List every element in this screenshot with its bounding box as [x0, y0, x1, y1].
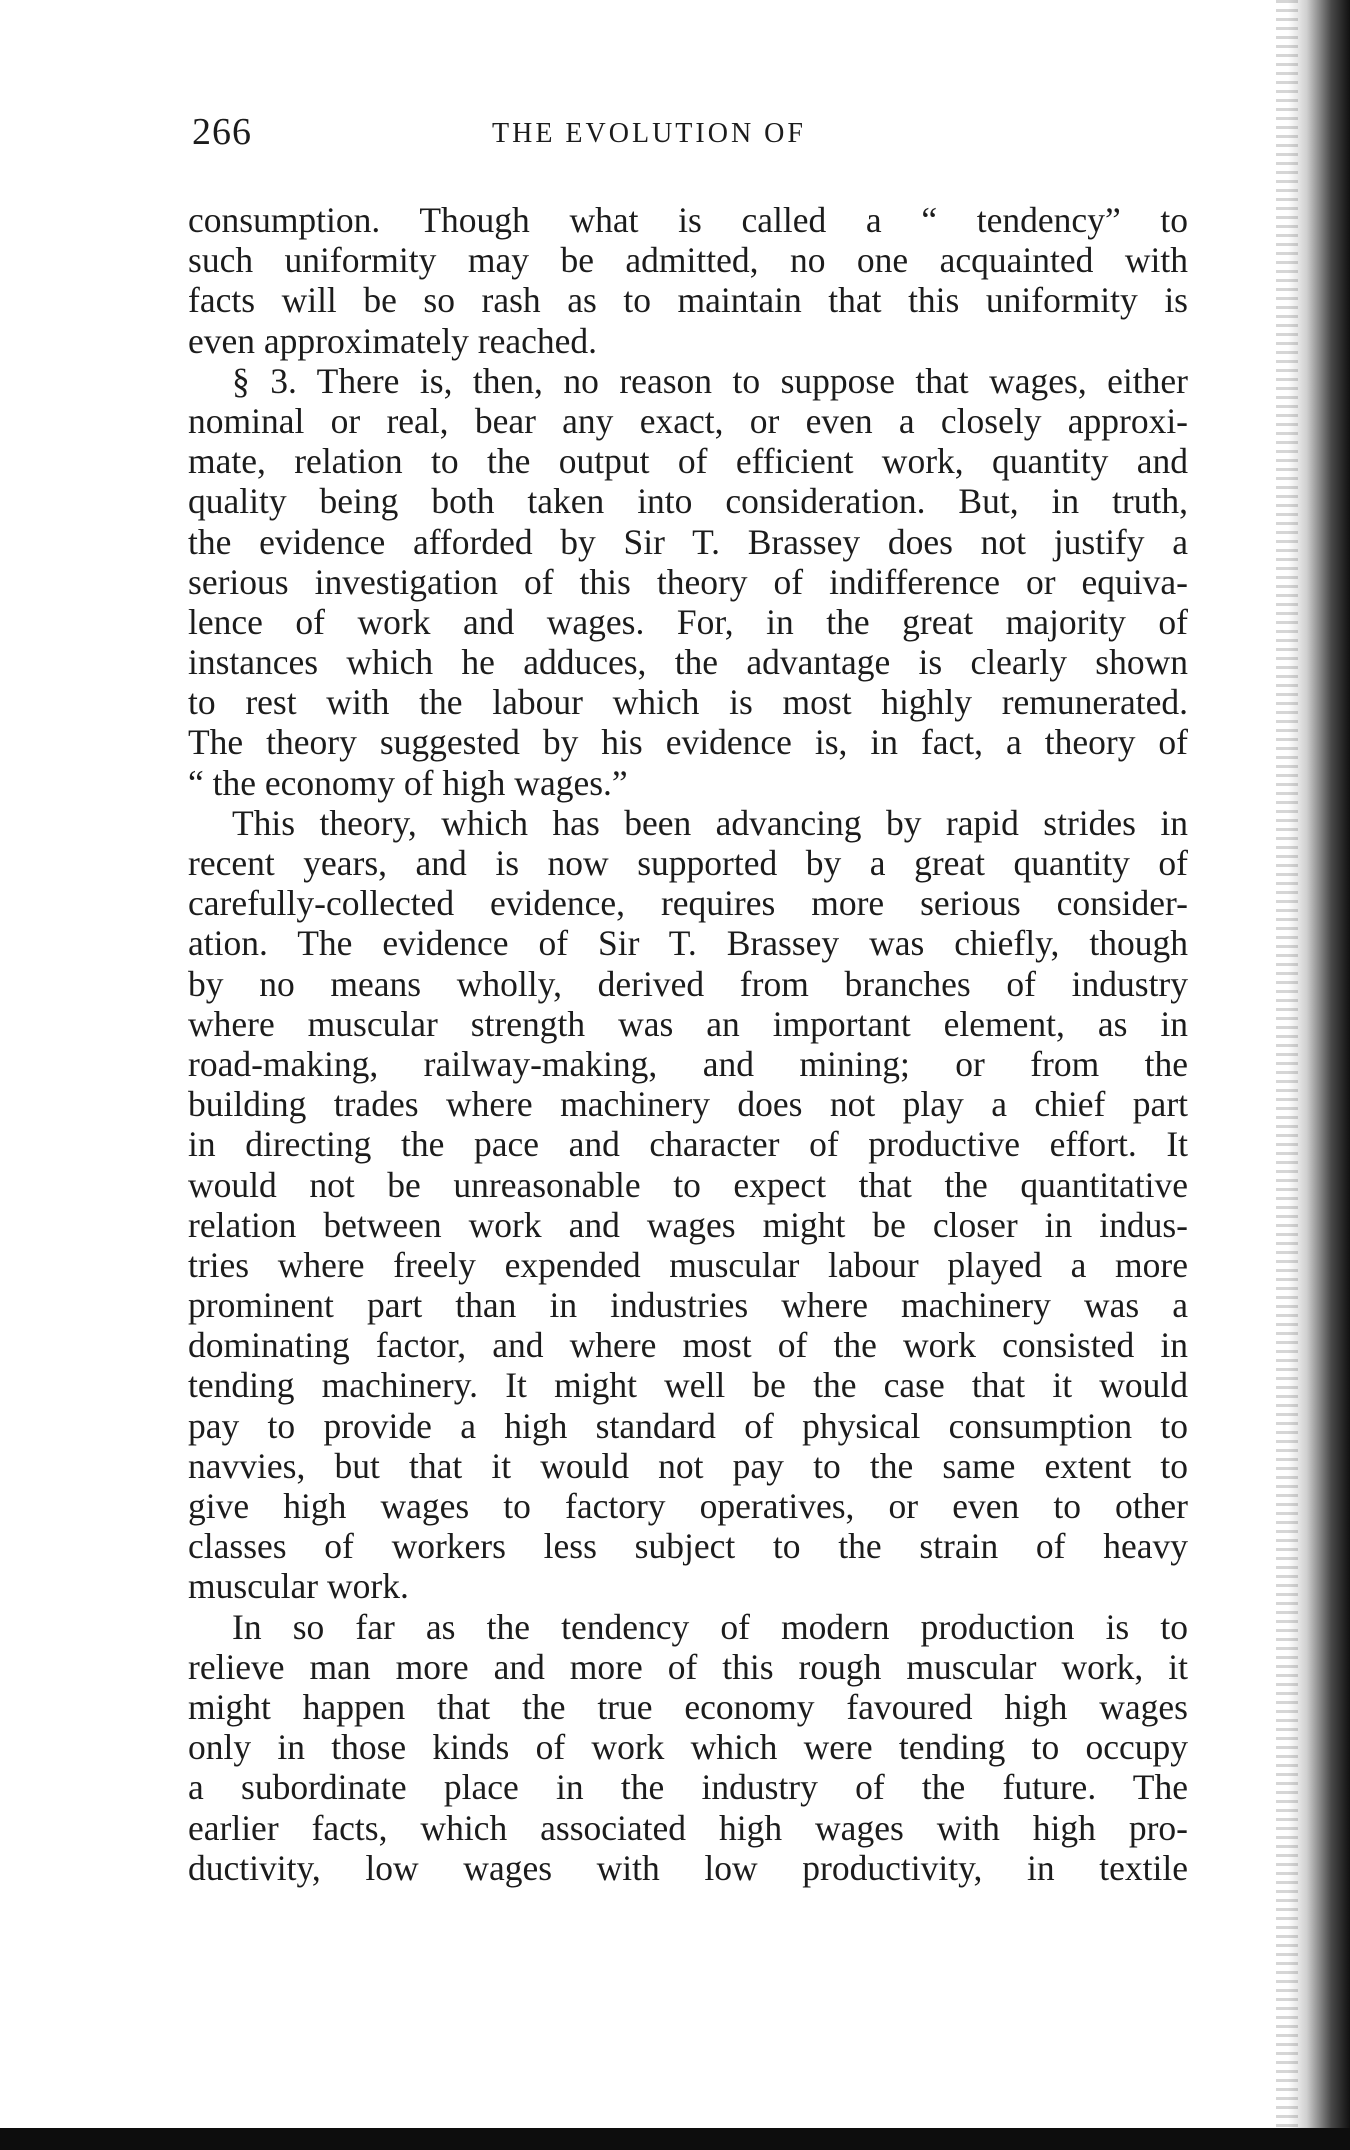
text-line: This theory, which has been advancing by rapid strides in [232, 802, 1188, 843]
body-text [188, 200, 1188, 1888]
page-edge [1276, 0, 1298, 2150]
text-line: the evidence afforded by Sir T. Brassey does not justify a [188, 521, 1188, 562]
text-line: might happen that the true economy favoured high wages [188, 1686, 1188, 1727]
text-line: muscular work. [188, 1566, 409, 1607]
text-line: serious investigation of this theory of indifference or equiva- [188, 561, 1188, 602]
text-line: navvies, but that it would not pay to the same extent to [188, 1445, 1188, 1486]
text-line: building trades where machinery does not play a chief part [188, 1084, 1188, 1125]
text-line: give high wages to factory operatives, or even to other [188, 1486, 1188, 1526]
text-line: tending machinery. It might well be the case that it would [188, 1365, 1188, 1406]
text-line: quality being both taken into consideration. But, in truth, [188, 481, 1188, 522]
page-header [192, 110, 1192, 160]
text-line: tries where freely expended muscular labour played a more [188, 1244, 1188, 1285]
text-line: instances which he adduces, the advantage is clearly shown [188, 642, 1188, 683]
text-line: recent years, and is now supported by a great quantity of [188, 843, 1188, 883]
text-line: relation between work and wages might be closer in indus- [188, 1204, 1188, 1245]
text-line: relieve man more and more of this rough muscular work, it [188, 1646, 1188, 1687]
text-line: lence of work and wages. For, in the great majority of [188, 601, 1188, 642]
text-line: classes of workers less subject to the strain of heavy [188, 1526, 1188, 1567]
text-line: dominating factor, and where most of the work consisted in [188, 1325, 1188, 1366]
text-line: by no means wholly, derived from branches of industry [188, 963, 1188, 1004]
text-line: ation. The evidence of Sir T. Brassey was chiefly, though [188, 923, 1188, 964]
text-line: In so far as the tendency of modern production is to [232, 1606, 1188, 1647]
text-line: road-making, railway-making, and mining; or from the [188, 1043, 1188, 1084]
text-line: § 3. There is, then, no reason to suppose that wages, either [232, 360, 1188, 401]
running-head: THE EVOLUTION OF [492, 118, 806, 149]
text-line: where muscular strength was an important element, as in [188, 1003, 1188, 1044]
text-line: mate, relation to the output of efficient work, quantity and [188, 441, 1188, 482]
text-line: in directing the pace and character of productive effort. It [188, 1124, 1188, 1165]
text-line: carefully-collected evidence, requires more serious consider- [188, 883, 1188, 924]
text-line: earlier facts, which associated high wages with high pro- [188, 1807, 1188, 1848]
text-line: prominent part than in industries where machinery was a [188, 1285, 1188, 1326]
text-line: a subordinate place in the industry of the future. The [188, 1767, 1188, 1808]
text-line: nominal or real, bear any exact, or even a closely approxi- [188, 400, 1188, 441]
text-line: only in those kinds of work which were tending to occupy [188, 1727, 1188, 1768]
text-line: even approximately reached. [188, 320, 598, 361]
text-line: ductivity, low wages with low productivity, in textile [188, 1847, 1188, 1888]
text-line: The theory suggested by his evidence is, in fact, a theory of [188, 722, 1188, 763]
text-line: pay to provide a high standard of physical consumption to [188, 1405, 1188, 1446]
text-line: such uniformity may be admitted, no one acquainted with [188, 240, 1188, 281]
text-line: facts will be so rash as to maintain that this uniformity is [188, 280, 1188, 321]
scan-border [0, 2128, 1350, 2150]
text-line: “ the economy of high wages.” [188, 762, 628, 803]
text-line: to rest with the labour which is most highly remunerated. [188, 682, 1188, 723]
page-number: 266 [192, 111, 252, 153]
text-line: would not be unreasonable to expect that the quantitative [188, 1164, 1188, 1205]
text-line: consumption. Though what is called a “ tendency” to [188, 200, 1188, 240]
